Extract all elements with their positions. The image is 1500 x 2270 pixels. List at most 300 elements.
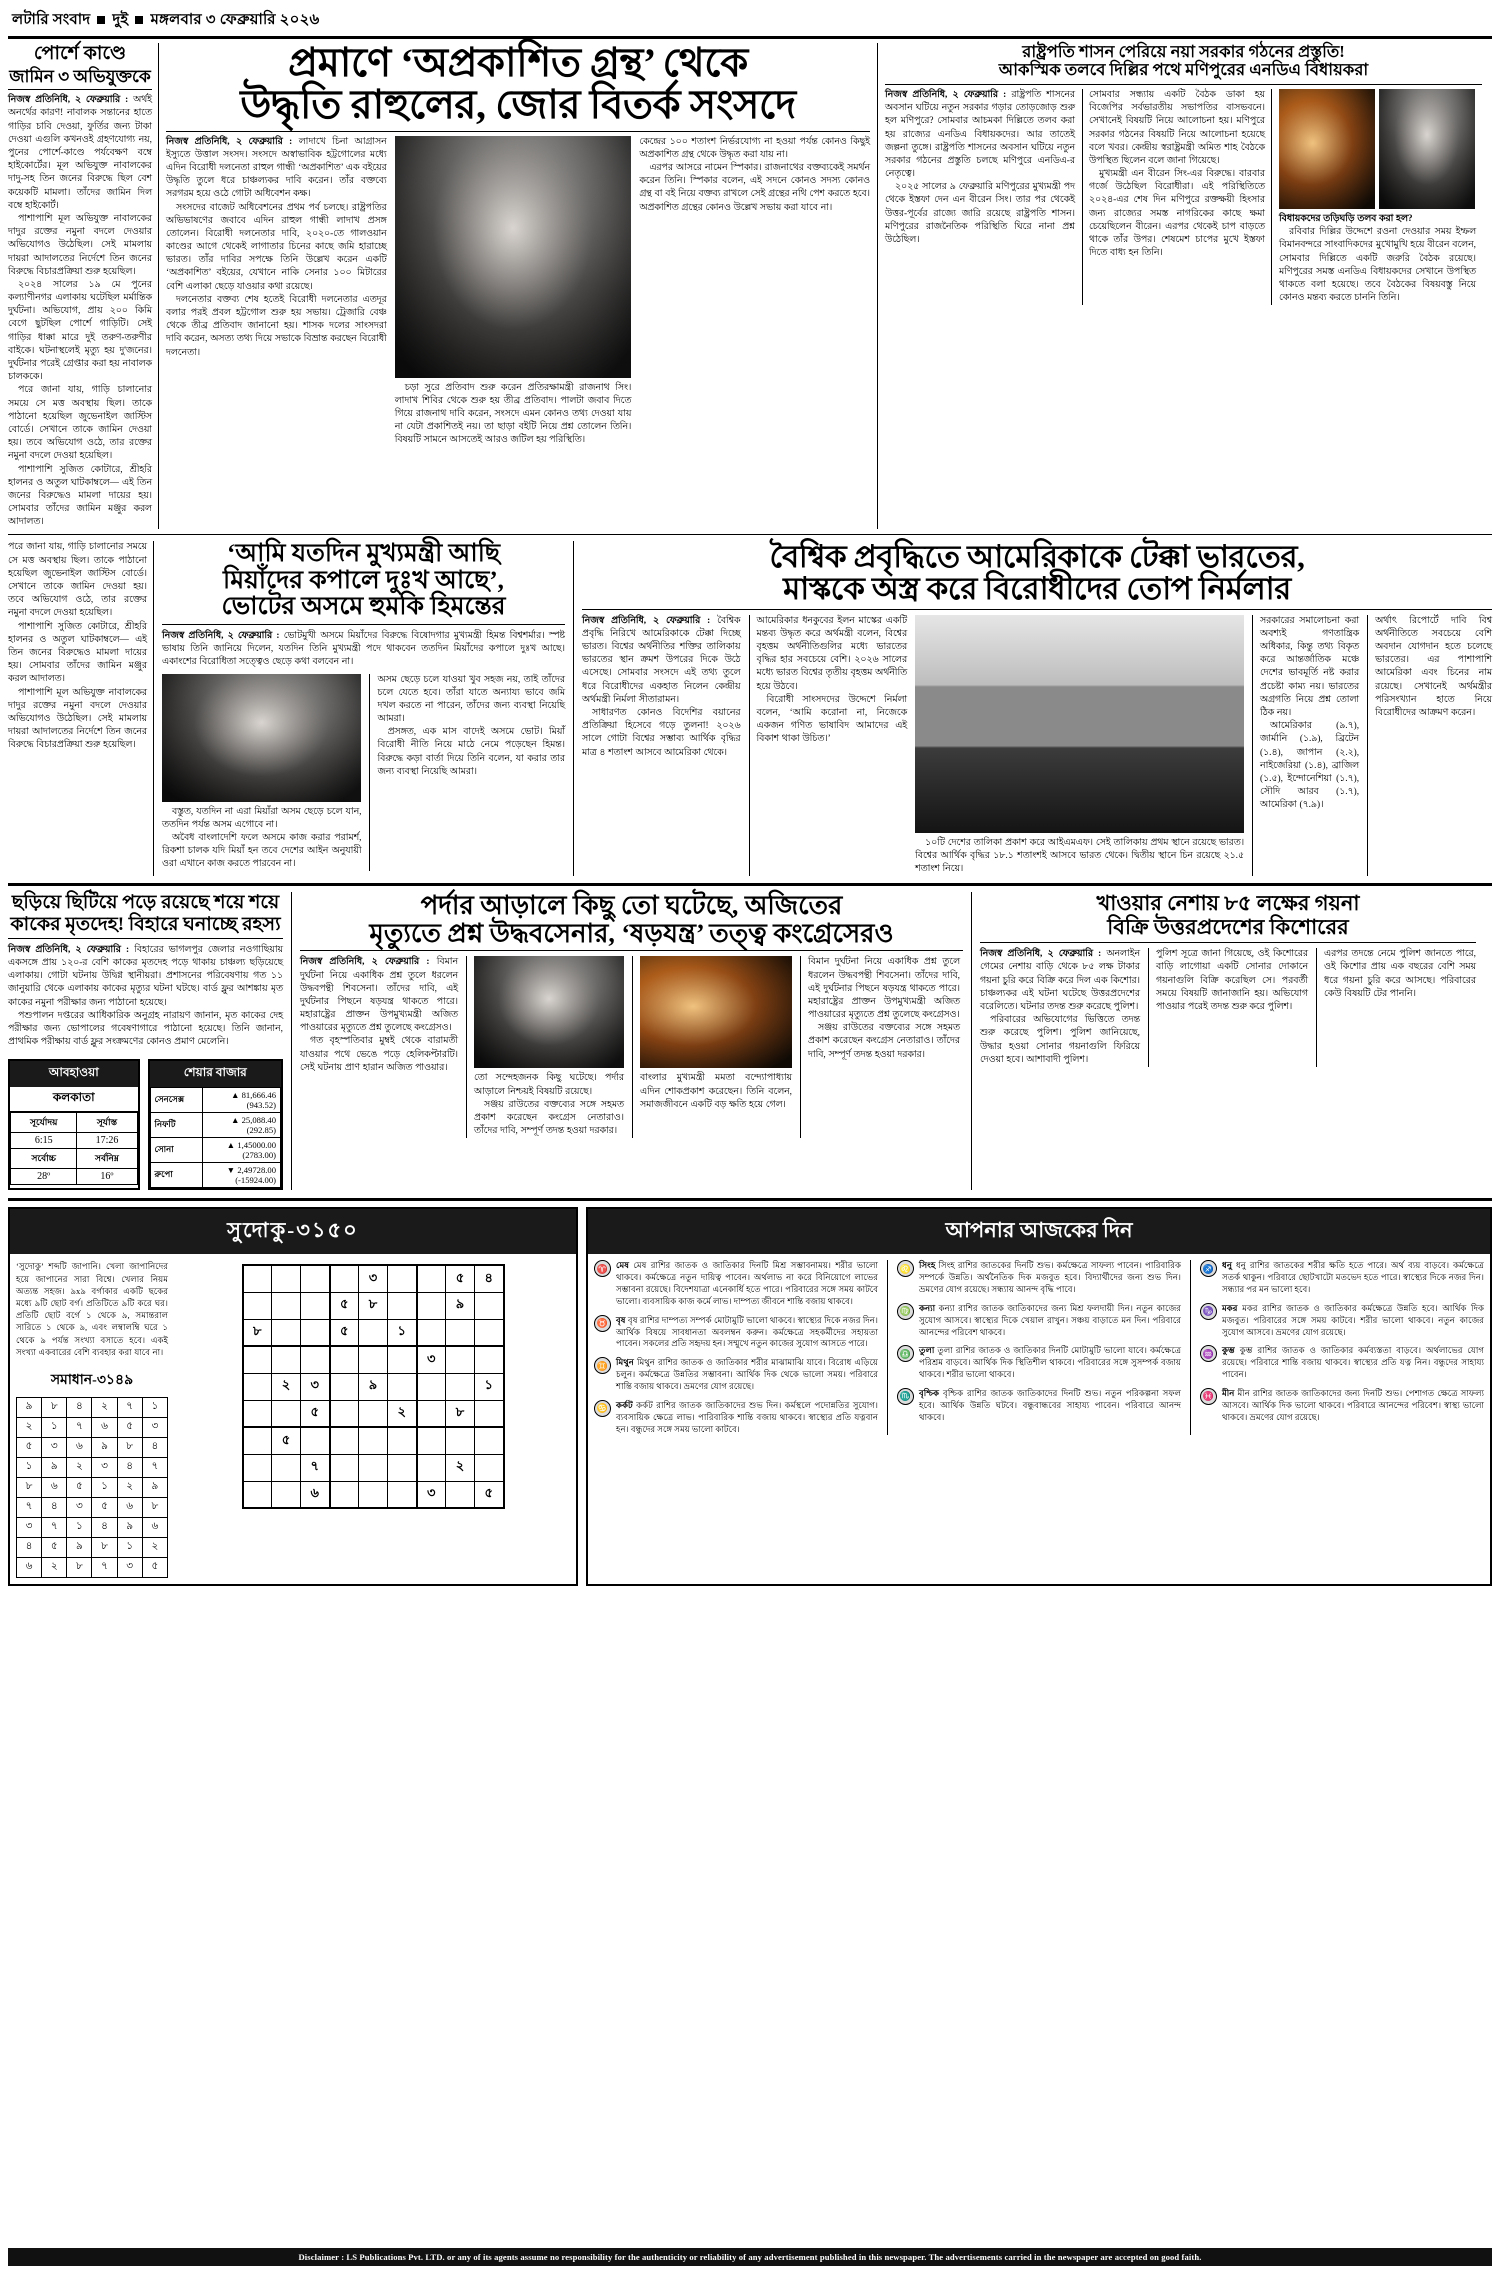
sol-cell: ৯ [17, 1397, 42, 1417]
sudoku-cell[interactable] [417, 1265, 446, 1292]
top-zone [8, 40, 1492, 529]
sudoku-cell[interactable] [417, 1400, 446, 1427]
sudoku-cell[interactable] [475, 1346, 504, 1373]
lead-para-0: লাদাখে চিনা আগ্রাসন ইস্যুতে উত্তাল সংসদ। সংসদে অস্বাভাবিক হট্টগোলের মধ্যে এদিন বিরোধী দলনেতা রাহুল গান্ধী ‘অপ্রকাশিত’ এক বইয়ের উদ্ধৃতি তুলে ধরে চাঞ্চল্যকর দাবি করেন। তাঁর বক্তব্যে সরগরম হয়ে ওঠে গোটা অধিবেশন কক্ষ। [166, 136, 387, 200]
sudoku-cell[interactable] [243, 1292, 272, 1319]
sign-name: বৃশ্চিক [919, 1388, 940, 1399]
sudoku-cell[interactable]: ৫ [475, 1481, 504, 1508]
zone-divider-2 [8, 883, 1492, 886]
sudoku-cell[interactable]: ৩ [301, 1373, 330, 1400]
sol-cell: ১ [17, 1457, 42, 1477]
assam-story [154, 541, 574, 876]
economy-para-0: বৈশ্বিক প্রবৃদ্ধি নিরিখে আমেরিকাকে টেক্কা দিচ্ছে ভারত। বিশ্বের অর্থনীতির শক্তির তালিকায় ভারতের স্থান ক্রমশ উপরের দিকে উঠে এসেছে। সোমবার সংসদে এই তথ্য তুলে ধরে বিরোধীদের একহাত নিলেন কেন্দ্রীয় অর্থমন্ত্রী নির্মলা সীতারামন। [582, 615, 741, 705]
sign-text: বৃশ্চিক রাশির জাতক জাতিকাদের দিনটি শুভ। নতুন পরিকল্পনা সফল হবে। আর্থিক উন্নতি ঘটবে। বন্ধুবান্ধবের সাহায্য পাবেন। পরিবারে আনন্দ থাকবে। [919, 1388, 1181, 1422]
arrow-up-icon: ▲ [230, 1090, 240, 1101]
table-row [17, 1397, 168, 1417]
sign-name: মকর [1222, 1302, 1238, 1313]
sudoku-puzzle-grid[interactable] [242, 1264, 505, 1509]
sol-cell: ৩ [42, 1437, 67, 1457]
taurus-icon: ♉ [594, 1315, 611, 1332]
ajit-headline-line1: পর্দার আড়ালে কিছু তো ঘটেছে, অজিতের [420, 891, 843, 921]
table-row [17, 1437, 168, 1457]
sol-cell: ৮ [92, 1537, 117, 1557]
sol-cell: ২ [117, 1477, 142, 1497]
weather-value-sunset: 17:26 [77, 1133, 137, 1149]
table-row [11, 1169, 138, 1185]
sign-name: তুলা [919, 1345, 935, 1356]
porsche-para-3: পরে জানা যায়, গাড়ি চালানোর সময়ে সে মত্ত অবস্থায় ছিল। তাকে পাঠানো হয়েছিল জুভেনাইল জাস্টিস বোর্ডে। সেখানে তাকে জামিন দেওয়া হয়। তবে অভিযোগ ওঠে, তার রক্তের নমুনা বদলে দেওয়া হয়েছিল। [8, 385, 152, 462]
sol-cell: ৪ [17, 1537, 42, 1557]
up-para-2: এরপর তদন্তে নেমে পুলিশ জানতে পারে, ওই কিশোর প্রায় এক বছরের বেশি সময় ধরে গয়না চুরি করে আসছে। পরিবারের কেউ বিষয়টি টের পাননি। [1324, 949, 1476, 999]
assam-para-1: বস্তুত, যতদিন না এরা মিয়াঁরা অসম ছেড়ে চলে যান, ততদিন পর্যন্ত অসম এগোবে না। [162, 806, 362, 830]
assam-para-0: ভোটমুখী অসমে মিয়াঁদের বিরুদ্ধে বিষোদগার মুখ্যমন্ত্রী হিমন্ত বিশ্বশর্মার। স্পষ্ট ভাষায় তিনি জানিয়ে দিলেন, যতদিন তিনি মুখ্যমন্ত্রী পদে থাকবেন ততদিন মিয়াঁদের কপালে দুঃখ আছে। একাংশের বিরোধিতা সত্ত্বেও ছেড়ে কথা বলবেন না। [162, 630, 565, 668]
sudoku-cell[interactable] [359, 1346, 388, 1373]
ajit-para-0b: বিমান দুর্ঘটনা নিয়ে একাধিক প্রশ্ন তুলে ধরলেন উদ্ধবপন্থী শিবসেনা। তাঁদের দাবি, এই দুর্ঘটনার পিছনে ষড়যন্ত্র থাকতে পারে। মহারাষ্ট্রের প্রাক্তন উপমুখ্যমন্ত্রী অজিত পাওয়ারের মৃত্যুতে প্রশ্ন তুলেছে কংগ্রেসও। [808, 957, 960, 1021]
table-row [243, 1265, 504, 1292]
sol-cell: ৭ [42, 1517, 67, 1537]
sol-cell: ৪ [42, 1497, 67, 1517]
sudoku-cell[interactable] [475, 1427, 504, 1454]
disclaimer-text: Disclaimer : LS Publications Pvt. LTD. or any of its agents assume no responsibility for the authenticity or reliability of any advertisement published in this newspaper. The advertisements carried in the newspaper are accepted on good faith. [298, 2252, 1202, 2262]
sudoku-cell[interactable] [330, 1400, 359, 1427]
up-para-0: অনলাইন গেমের নেশায় বাড়ি থেকে ৮৫ লক্ষ টাকার গয়না চুরি করে বিক্রি করে দিল এক কিশোর। চাঞ্চল্যকর এই ঘটনা ঘটেছে উত্তরপ্রদেশের বরেলিতে। ঘটনার তদন্ত শুরু করেছে পুলিশ। [980, 949, 1140, 1013]
sudoku-title: সুদোকু-৩১৫০ [10, 1209, 576, 1254]
sudoku-cell[interactable] [301, 1265, 330, 1292]
table-row [243, 1400, 504, 1427]
table-row [17, 1557, 168, 1577]
assam-para-2: অসম ছেড়ে চলে যাওয়া খুব সহজ নয়, তাই তাঁদের চলে যেতে হবে। তাঁরা যাতে অন্যায্য ভাবে জমি দখল করতে না পারেন, তাঁদের জন্য ব্যবস্থা নিয়েছি আমরা। [377, 674, 565, 725]
sol-cell: ১ [67, 1517, 92, 1537]
economy-para-5: ১০টি দেশের তালিকা প্রকাশ করে আইএমএফ। সেই তালিকায় প্রথম স্থানে রয়েছে ভারত। বিশ্বের আর্থিক বৃদ্ধির ১৮.১ শতাংশই আসবে ভারত থেকে। দ্বিতীয় স্থানে চিন রয়েছে ২১.৫ শতাংশ নিয়ে। [915, 837, 1245, 875]
sol-cell: ৩ [117, 1557, 142, 1577]
up-byline: নিজস্ব প্রতিনিধি, ২ ফেব্রুয়ারি : [980, 949, 1102, 960]
sign-text: কর্কট রাশির জাতক জাতিকাদের শুভ দিন। কর্মস্থলে পদোন্নতির সুযোগ। ব্যবসায়িক ক্ষেত্রে লাভ। পারিবারিক শান্তি বজায় থাকবে। স্বাস্থ্যের প্রতি যত্নবান হন। বন্ধুদের সঙ্গে সময় ভালো কাটবে। [616, 1399, 878, 1434]
sudoku-cell[interactable] [243, 1373, 272, 1400]
sudoku-cell[interactable] [388, 1454, 417, 1481]
table-row [243, 1427, 504, 1454]
sol-cell: ৭ [117, 1397, 142, 1417]
economy-para-7: অর্থাৎ রিপোর্টে দাবি বিশ্ব অর্থনীতিতে সবচেয়ে বেশি অবদান যোগদান হতে চলেছে ভারতের। এর পাশাপাশি আমেরিকা এবং চিনের নাম রয়েছে। সেখানেই অর্থমন্ত্রীর পরিসংখ্যান হাতে নিয়ে বিরোধীদের আক্রমণ করেন। [1375, 615, 1493, 719]
sudoku-cell[interactable]: ২ [272, 1373, 301, 1400]
sol-cell: ৬ [92, 1417, 117, 1437]
sol-cell: ৯ [42, 1457, 67, 1477]
market-table [150, 1087, 282, 1188]
sudoku-cell[interactable] [243, 1481, 272, 1508]
assam-byline: নিজস্ব প্রতিনিধি, ২ ফেব্রুয়ারি : [162, 630, 280, 641]
sol-cell: ৬ [17, 1557, 42, 1577]
sol-cell: ২ [17, 1417, 42, 1437]
up-para-3: পরিবারের অভিযোগের ভিত্তিতে তদন্ত শুরু করেছে পুলিশ। পুলিশ জানিয়েছে, উদ্ধার হওয়া সোনার গয়নাগুলি ফিরিয়ে দেওয়া হবে। আশাবাদী পুলিশ। [980, 1015, 1140, 1065]
sign-name: মেষ [616, 1260, 629, 1271]
weather-table [10, 1112, 138, 1185]
ajit-para-2: সঞ্জয় রাউতের বক্তব্যের সঙ্গে সহমত প্রকাশ করেছেন কংগ্রেস নেতারাও। তাঁদের দাবি, সম্পূর্ণ তদন্ত হওয়া দরকার। [474, 1099, 624, 1137]
table-row [17, 1497, 168, 1517]
sign-text: মকর রাশির জাতক ও জাতিকার কর্মক্ষেত্রে উন্নতি হবে। আর্থিক দিক মজবুত। পরিবারের সঙ্গে সময় কাটবে। শরীর ভালো থাকবে। নতুন কাজের সুযোগ আসবে। ভ্রমণের যোগ রয়েছে। [1222, 1302, 1484, 1337]
sudoku-cell[interactable] [272, 1265, 301, 1292]
up-para-1: পুলিশ সূত্রে জানা গিয়েছে, ওই কিশোরের বাড়ি লাগোয়া একটি সোনার দোকানে গয়নাগুলি বিক্রি করেছিল সে। পরবর্তী সময়ে বিষয়টি জানাজানি হয়। অভিযোগ পাওয়ার পরেই তদন্ত শুরু করে পুলিশ। [1156, 949, 1308, 1013]
aquarius-icon: ♒ [1200, 1345, 1217, 1362]
sudoku-cell[interactable] [301, 1319, 330, 1346]
market-name-gold: সোনা [150, 1138, 202, 1163]
sol-cell: ১ [42, 1417, 67, 1437]
sudoku-cell[interactable] [301, 1427, 330, 1454]
third-zone [8, 892, 1492, 1190]
arrow-up-icon: ▲ [226, 1140, 236, 1151]
sudoku-cell[interactable] [330, 1265, 359, 1292]
sol-cell: ৪ [142, 1437, 167, 1457]
horoscope-item [1200, 1345, 1484, 1381]
sudoku-cell[interactable]: ৪ [475, 1265, 504, 1292]
sudoku-cell[interactable]: ৭ [301, 1454, 330, 1481]
sagittarius-icon: ♐ [1200, 1260, 1217, 1277]
horoscope-box [586, 1207, 1492, 1586]
table-row [150, 1113, 281, 1138]
ajit-pawar-photo [474, 956, 624, 1068]
virgo-icon: ♍ [897, 1303, 914, 1320]
sudoku-cell[interactable] [417, 1454, 446, 1481]
sudoku-cell[interactable]: ৫ [446, 1265, 475, 1292]
manipur-headline-line2: আকস্মিক তলবে দিল্লির পথে মণিপুরের এনডিএ বিধায়করা [998, 60, 1369, 80]
porsche-para-2: ২০২৪ সালের ১৯ মে পুনের কল্যাণীনগর এলাকায় ঘটেছিল মর্মান্তিক দুর্ঘটনা। অভিযোগ, প্রায় ২০০ কিমি বেগে ছুটছিল পোর্শে গাড়িটি। সেই গাড়ির ধাক্কা মারে দুই তরুণ-তরুণীর বাইকে। ঘটনাস্থলেই মৃত্যু হয় দু'জনের। দুর্ঘটনার পরেই গ্রেপ্তার করা হয় নাবালক চালককে। [8, 279, 152, 383]
sol-cell: ৮ [142, 1497, 167, 1517]
horoscope-item [594, 1357, 878, 1393]
sudoku-cell[interactable]: ২ [388, 1400, 417, 1427]
sudoku-cell[interactable] [272, 1454, 301, 1481]
sudoku-cell[interactable]: ২ [446, 1454, 475, 1481]
sudoku-cell[interactable]: ৫ [272, 1427, 301, 1454]
bihar-para-0: বিহারের ভাগলপুর জেলার নওগাছিয়ায় একসঙ্গে প্রায় ১২০-র বেশি কাকের মৃতদেহ পড়ে থাকায় চাঞ্চল্য ছড়িয়েছে এলাকায়। গোটা ঘটনায় উদ্বিগ্ন স্থানীয়রা। প্রশাসনের পরিবেষণায় গত ১১ জানুয়ারি থেকে এলাকায় কাকের মৃত্যুর ঘটনা ঘটছে। বার্ড ফ্লুর আশঙ্কায় মৃত কাকের নমুনা পরীক্ষার জন্য পাঠানো হয়েছে। [8, 944, 283, 1008]
sudoku-cell[interactable] [388, 1346, 417, 1373]
aries-icon: ♈ [594, 1260, 611, 1277]
sudoku-box [8, 1207, 578, 1586]
leo-icon: ♌ [897, 1260, 914, 1277]
horoscope-item [594, 1260, 878, 1307]
horoscope-item [1200, 1260, 1484, 1296]
gemini-icon: ♊ [594, 1357, 611, 1374]
sol-cell: ৫ [42, 1537, 67, 1557]
libra-icon: ♎ [897, 1345, 914, 1362]
square-separator-icon [135, 16, 143, 24]
bihar-para-1: পশুপালন দপ্তরের আধিকারিক অনুগ্রহ নারায়ণ জানান, মৃত কাকের দেহ পরীক্ষার জন্য ভোপালের গবেষণাগারে পাঠানো হয়েছে। তিনি জানান, প্রাথমিক পরীক্ষায় বার্ড ফ্লুর সংক্রমণের কোনও প্রমাণ মেলেনি। [8, 1010, 283, 1048]
table-row [150, 1088, 281, 1113]
sol-cell: ৯ [117, 1517, 142, 1537]
sudoku-cell[interactable] [272, 1292, 301, 1319]
sol-cell: ৫ [17, 1437, 42, 1457]
sudoku-cell[interactable] [446, 1373, 475, 1400]
market-name-nifty: নিফটি [150, 1113, 202, 1138]
sol-cell: ৮ [67, 1557, 92, 1577]
economy-para-6: আমেরিকার (৯.৭), জার্মানি (১.৯), ব্রিটেন (১.৪), জাপান (২.২), নাইজেরিয়া (১.৪), ব্রাজিল (১.৫), ইন্দোনেশিয়া (১.৭), সৌদি আরব (১.৭), আমেরিকা (৭.৯)। [1260, 721, 1360, 811]
manipur-headline-line1: রাষ্ট্রপতি শাসন পেরিয়ে নয়া সরকার গঠনের প্রস্তুতি! [1022, 42, 1345, 61]
sign-name: কন্যা [919, 1302, 936, 1313]
sol-cell: ৮ [17, 1477, 42, 1497]
sign-name: মীন [1222, 1388, 1235, 1399]
market-value-silver: 2,49728.00 [237, 1165, 276, 1176]
sudoku-cell[interactable] [388, 1373, 417, 1400]
weather-box [8, 1059, 140, 1190]
sudoku-cell[interactable] [272, 1319, 301, 1346]
sudoku-cell[interactable] [417, 1427, 446, 1454]
sol-cell: ৫ [92, 1497, 117, 1517]
ajit-para-3: বাংলার মুখ্যমন্ত্রী মমতা বন্দ্যোপাধ্যায় এদিন শোকপ্রকাশ করেছেন। তিনি বলেন, সমাজজীবনে একটি বড় ক্ষতি হয়ে গেল। [640, 1073, 792, 1110]
table-row [243, 1346, 504, 1373]
sign-name: ধনু [1222, 1260, 1232, 1271]
sudoku-cell[interactable] [243, 1427, 272, 1454]
sudoku-cell[interactable] [272, 1400, 301, 1427]
sudoku-cell[interactable] [417, 1373, 446, 1400]
sudoku-cell[interactable]: ৫ [301, 1400, 330, 1427]
ajit-para-1: তো সন্দেহজনক কিছু ঘটেছে। পর্দার আড়ালে নিশ্চয়ই বিষয়টি রয়েছে। [474, 1073, 624, 1097]
sudoku-cell[interactable] [243, 1454, 272, 1481]
horoscope-item [1200, 1388, 1484, 1424]
sudoku-cell[interactable] [243, 1346, 272, 1373]
sign-text: মীন রাশির জাতক জাতিকাদের জন্য দিনটি শুভ। পেশাগত ক্ষেত্রে সাফল্য আসবে। আর্থিক দিক ভালো থাকবে। পরিবারে আনন্দের পরিবেশ। স্বাস্থ্য ভালো থাকবে। ভ্রমণের যোগ রয়েছে। [1222, 1388, 1484, 1422]
table-row [17, 1517, 168, 1537]
sudoku-cell[interactable] [388, 1427, 417, 1454]
capricorn-icon: ♑ [1200, 1303, 1217, 1320]
sudoku-cell[interactable] [301, 1292, 330, 1319]
porsche-cont-1: পাশাপাশি সুজিত কোটারে, শ্রীহরি হালনর ও অতুল ঘাটকাম্বলে— এই তিন জনের বিরুদ্ধেও মামলা দায়ের হয়। সোমবার তাঁদের জামিন মঞ্জুর করল আদালত। [8, 621, 147, 685]
masthead-rule [8, 36, 1492, 39]
scorpio-icon: ♏ [897, 1388, 914, 1405]
sol-cell: ৪ [67, 1397, 92, 1417]
sign-text: তুলা রাশির জাতক ও জাতিকার দিনটি মোটামুটি ভালো যাবে। কর্মক্ষেত্রে পরিশ্রম বাড়বে। আর্থিক দিক স্থিতিশীল থাকবে। পরিবারের সঙ্গে সুসম্পর্ক বজায় থাকবে। শরীর ভালো থাকবে। [919, 1345, 1182, 1380]
economy-story [574, 541, 1492, 876]
sign-text: মেষ রাশির জাতক ও জাতিকার দিনটি মিশ্র সম্ভাবনাময়। শরীর ভালো থাকবে। কর্মক্ষেত্রে নতুন দায়িত্ব পাবেন। অর্থলাভ না করে বিনিয়োগে লাভের সম্ভাবনা রয়েছে। বিদেশযাত্রা এনেকার্ধি হতে পারে। পরিবারের সঙ্গে সময় কাটবে ভালো। ব্যবসায়িক কাজ কর্মে লাভ। দাম্পত্য জীবনে শান্তি বজায় থাকবে। [616, 1260, 878, 1306]
economy-headline-line1: বৈশ্বিক প্রবৃদ্ধিতে আমেরিকাকে টেক্কা ভারতের, [769, 539, 1305, 575]
sudoku-cell[interactable] [243, 1400, 272, 1427]
table-row [17, 1457, 168, 1477]
porsche-headline-line1: পোর্শে কাণ্ডে [33, 43, 127, 64]
sign-text: সিংহ রাশির জাতকের দিনটি শুভ। কর্মক্ষেত্রে সাফল্য পাবেন। পারিবারিক সম্পর্কে উন্নতি। অর্থনৈতিক দিক মজবুত হবে। বিদ্যার্থীদের জন্য শুভ দিন। ভ্রমণের যোগ রয়েছে। সন্ধ্যায় আনন্দ বৃদ্ধি পাবে। [919, 1260, 1181, 1295]
sign-text: মিথুন রাশির জাতক ও জাতিকার শরীর মাঝামাঝি যাবে। বিরোধ এড়িয়ে চলুন। কর্মক্ষেত্রে উন্নতির সম্ভাবনা। আর্থিক দিক থেকে ভালো সময়। পরিবারে শান্তি বজায় থাকবে। ভ্রমণের যোগ রয়েছে। [616, 1357, 878, 1392]
sol-cell: ৭ [17, 1497, 42, 1517]
sudoku-cell[interactable]: ৫ [330, 1319, 359, 1346]
sudoku-cell[interactable] [330, 1454, 359, 1481]
bottom-zone [8, 1207, 1492, 1586]
lead-para-2: দলনেতার বক্তব্য শেষ হতেই বিরোধী দলনেতার এতদূর বলার পরই প্রবল হট্টগোল শুরু হয় সভায়। ট্রেজারি বেঞ্চ থেকে তীব্র প্রতিবাদ জানানো হয়। শাসক দলের সাংসদরা দাবি করেন, অসত্য তথ্য দিয়ে সভাকে বিভ্রান্ত করছেন বিরোধী দলনেতা। [166, 294, 387, 358]
weather-label-max: সর্বোচ্চ [11, 1149, 77, 1169]
market-change-gold: (2783.00) [242, 1150, 276, 1161]
sol-cell: ২ [142, 1537, 167, 1557]
up-headline-line2: বিক্রি উত্তরপ্রদেশের কিশোরের [980, 916, 1476, 944]
table-row [243, 1373, 504, 1400]
market-name-silver: রুপো [150, 1163, 202, 1188]
sudoku-cell[interactable]: ১ [475, 1373, 504, 1400]
economy-byline: নিজস্ব প্রতিনিধি, ২ ফেব্রুয়ারি : [582, 615, 711, 626]
publication-name: লটারি সংবাদ [12, 12, 91, 28]
sign-name: কর্কট [616, 1399, 633, 1410]
market-change-sensex: (943.52) [246, 1100, 276, 1111]
sudoku-cell[interactable] [330, 1346, 359, 1373]
assam-para-3: অবৈধ বাংলাদেশি ফলে অসমে কাজ করার পরামর্শ, রিকশা চালক যদি মিয়াঁ হন তবে দেশের আইন অনুযায়ী ওরা এখানে কাজ করতে পারবেন না। [162, 832, 362, 870]
sudoku-cell[interactable]: ৯ [446, 1292, 475, 1319]
weather-label-min: সর্বনিম্ন [77, 1149, 137, 1169]
up-story [972, 892, 1476, 1190]
sudoku-cell[interactable]: ১ [388, 1319, 417, 1346]
sudoku-cell[interactable]: ৩ [359, 1265, 388, 1292]
sol-cell: ৯ [92, 1437, 117, 1457]
sudoku-cell[interactable] [475, 1454, 504, 1481]
porsche-headline-line2: জামিন ৩ অভিযুক্তকে [8, 67, 152, 90]
weather-city: কলকাতা [10, 1087, 138, 1112]
sign-text: ধনু রাশির জাতকের শরীর ক্ষতি হতে পারে। অর্থ ব্যয় বাড়বে। কর্মক্ষেত্রে সতর্ক থাকুন। পরিবারে ছোটখাটো মতভেদ হতে পারে। স্বাস্থ্যের দিকে নজর দিন। সন্ধ্যার পর মন ভালো হবে। [1222, 1260, 1484, 1295]
arrow-down-icon: ▼ [226, 1165, 236, 1176]
horoscope-item [897, 1345, 1181, 1381]
crash-site-photo [640, 956, 792, 1068]
sudoku-cell[interactable] [359, 1454, 388, 1481]
sudoku-cell[interactable]: ৯ [359, 1373, 388, 1400]
ajit-para-0: বিমান দুর্ঘটনা নিয়ে একাধিক প্রশ্ন তুলে ধরলেন উদ্ধবপন্থী শিবসেনা। তাঁদের দাবি, এই দুর্ঘটনার পিছনে ষড়যন্ত্র থাকতে পারে। মহারাষ্ট্রের প্রাক্তন উপমুখ্যমন্ত্রী অজিত পাওয়ারের মৃত্যুতে প্রশ্ন তুলেছে কংগ্রেসও। [300, 957, 458, 1034]
sign-text: কুম্ভ রাশির জাতক ও জাতিকার কর্মব্যস্ততা বাড়বে। অর্থলাভের যোগ রয়েছে। পরিবারে শান্তি বজায় থাকবে। স্বাস্থ্যের প্রতি যত্ন নিন। বন্ধুদের সাহায্য পাবেন। [1222, 1345, 1484, 1380]
sudoku-cell[interactable] [446, 1481, 475, 1508]
ajit-para-4: গত বৃহস্পতিবার মুম্বই থেকে বারামতী যাওয়ার পথে ভেঙে পড়ে হেলিকপ্টারটি। সেই ঘটনায় প্রাণ হারান অজিত পাওয়ার। [300, 1036, 458, 1073]
lead-para-3: চড়া সুরে প্রতিবাদ শুরু করেন প্রতিরক্ষামন্ত্রী রাজনাথ সিং। লাদাখ শিবির থেকে শুরু হয় তীব্র প্রতিবাদ। পালটা জবাব দিতে গিয়ে রাজনাথ দাবি করেন, সংসদে এমন কোনও তথ্য দেওয়া যায় না যেটা প্রকাশিতই নয়। তা ছাড়া বইটি নিয়ে প্রশ্ন তোলেন তিনি। বিষয়টি সামনে আসতেই আরও জটিল হয় পরিস্থিতি। [394, 382, 632, 446]
sol-cell: ২ [42, 1557, 67, 1577]
disclaimer-bar [8, 2248, 1492, 2266]
sudoku-cell[interactable] [446, 1319, 475, 1346]
sol-cell: ২ [92, 1397, 117, 1417]
manipur-para-1: সোমবার সন্ধ্যায় একটি বৈঠক ডাকা হয় বিজেপির সর্বভারতীয় সভাপতির বাসভবনে। সেখানেই বিষয়টি নিয়ে আলোচনা হয়। মণিপুরে সরকার গঠনের বিষয়টি নিয়ে আলোচনা হয়েছে বলে খবর। কেন্দ্রীয় স্বরাষ্ট্রমন্ত্রী অমিত শাহ বৈঠকে উপস্থিত ছিলেন বলে জানা গিয়েছে। [1089, 89, 1265, 166]
page-number-label: দুই [112, 12, 129, 28]
pisces-icon: ♓ [1200, 1388, 1217, 1405]
square-separator-icon [97, 16, 105, 24]
lead-headline-line1: প্রমাণে ‘অপ্রকাশিত গ্রন্থ’ থেকে [288, 40, 748, 85]
assam-headline-line3: ভোটের অসমে হুমকি হিমন্তের [162, 594, 565, 625]
biren-singh-photo [1379, 89, 1475, 209]
sudoku-cell[interactable] [330, 1481, 359, 1508]
sudoku-cell[interactable] [272, 1346, 301, 1373]
assam-headline-line1: ‘আমি যতদিন মুখ্যমন্ত্রী আছি [226, 540, 501, 568]
horoscope-title: আপনার আজকের দিন [588, 1209, 1490, 1254]
weather-title: আবহাওয়া [10, 1061, 138, 1087]
weather-value-min: 16º [77, 1169, 137, 1185]
sudoku-cell[interactable] [359, 1481, 388, 1508]
sol-cell: ৫ [67, 1477, 92, 1497]
sol-cell: ৮ [42, 1397, 67, 1417]
economy-para-2: বিরোধী সাংসদদের উদ্দেশে নির্মলা বলেন, ‘আমি করোনা না, নিজেকে একজন গণিত ভাষাবিদ আমাদের এই বিকাশ থাকা উচিত।’ [756, 694, 908, 745]
sign-text: বৃষ রাশির দাম্পত্য সম্পর্ক মোটামুটি ভালো থাকবে। স্বাস্থ্যের দিকে নজর দিন। আর্থিক বিষয়ে সাবধানতা অবলম্বন করুন। কর্মক্ষেত্রে সহকর্মীদের সহায়তা পাবেন। সকলের প্রতি সহৃদয় হন। সম্মুখে নতুন কাজের সুযোগ আসতে পারে। [616, 1314, 878, 1349]
manipur-para-3: মুখ্যমন্ত্রী এন বীরেন সিং-এর বিরুদ্ধে। বারবার গর্জে উঠেছিল বিরোধীরা। এই পরিস্থিতিতে ২০২৪-এর শেষ দিন মণিপুরে রক্তক্ষয়ী হিংসার জন্য রাজ্যের সমস্ত নাগরিকের কাছে ক্ষমা চেয়েছিলেন বীরেন। এরপর থেকেই চাপ বাড়তে থাকে তাঁর উপর। শেষমেশ চাপের মুখে ইস্তফা দিতে বাধ্য হন তিনি। [1089, 169, 1265, 259]
weather-value-max: 28º [11, 1169, 77, 1185]
manipur-byline: নিজস্ব প্রতিনিধি, ২ ফেব্রুয়ারি : [885, 89, 1007, 100]
lead-para-5: এরপর আসরে নামেন স্পিকার। রাজনাথের বক্তব্যকেই সমর্থন করেন তিনি। স্পিকার বলেন, এই সদনে কোনও সদস্য কোনও গ্রন্থ বা বই নিয়ে বক্তব্য রাখলে সেই গ্রন্থের নথি পেশ করতে হবে। অপ্রকাশিত গ্রন্থের কোনও উল্লেখ সভায় করা যাবে না। [639, 162, 870, 213]
sudoku-cell[interactable]: ৩ [417, 1481, 446, 1508]
economy-para-4: সাধারণত কোনও বিদেশির বয়ানের প্রতিক্রিয়া হিসেবে গড়ে তুলনা! ২০২৬ সালে গোটা বিশ্বের সম্ভাব্য আর্থিক বৃদ্ধির মাত্র ৪ শতাংশ আসবে আমেরিকা থেকে। [582, 708, 741, 758]
sudoku-cell[interactable] [330, 1427, 359, 1454]
economy-para-1: আমেরিকার ধনকুবের ইলন মাস্কের একটি মন্তব্য উদ্ধৃত করে অর্থমন্ত্রী বলেন, বিশ্বের বৃহত্তম অর্থনীতিগুলির মধ্যে ভারতের বৃদ্ধির হার সবচেয়ে বেশি। ২০২৬ সালের মধ্যে ভারত বিশ্বের তৃতীয় বৃহত্তম অর্থনীতি হয়ে উঠবে। [756, 615, 908, 692]
sol-cell: ৭ [92, 1557, 117, 1577]
sol-cell: ৫ [142, 1557, 167, 1577]
bihar-headline-line2: কাকের মৃতদেহ! বিহারে ঘনাচ্ছে রহস্য [8, 914, 283, 939]
horoscope-item [897, 1388, 1181, 1424]
zone-divider-3 [8, 1198, 1492, 1201]
lead-byline: নিজস্ব প্রতিনিধি, ২ ফেব্রুয়ারি : [166, 136, 293, 147]
sudoku-cell[interactable] [359, 1400, 388, 1427]
sudoku-cell[interactable] [388, 1481, 417, 1508]
sol-cell: ৭ [67, 1417, 92, 1437]
sudoku-cell[interactable] [388, 1292, 417, 1319]
sudoku-cell[interactable] [446, 1346, 475, 1373]
sol-cell: ৭ [142, 1457, 167, 1477]
sign-text: কন্যা রাশির জাতক জাতিকাদের জন্য মিশ্র ফলদায়ী দিন। নতুন কাজের সুযোগ আসবে। স্বাস্থ্যের দিকে খেয়াল রাখুন। সঞ্চয় বাড়াতে মন দিন। পরিবারে আনন্দের পরিবেশ থাকবে। [919, 1302, 1181, 1337]
sol-cell: ৪ [92, 1517, 117, 1537]
sol-cell: ৮ [117, 1437, 142, 1457]
manipur-fire-photo [1279, 89, 1375, 209]
ajit-story [292, 892, 972, 1190]
sol-cell: ১ [142, 1397, 167, 1417]
bihar-story [8, 892, 292, 1190]
sudoku-cell[interactable] [446, 1427, 475, 1454]
sudoku-cell[interactable] [388, 1265, 417, 1292]
sudoku-solution-grid [16, 1397, 168, 1578]
market-box [148, 1059, 284, 1190]
sudoku-cell[interactable] [359, 1427, 388, 1454]
sudoku-cell[interactable] [301, 1346, 330, 1373]
lead-story [158, 40, 878, 529]
market-change-silver: (-15924.00) [235, 1175, 276, 1186]
assam-headline-line2: মিয়াঁদের কপালে দুঃখ আছে’, [223, 566, 504, 594]
sudoku-cell[interactable] [417, 1319, 446, 1346]
porsche-story [8, 43, 158, 529]
ajit-para-2b: সঞ্জয় রাউতের বক্তব্যের সঙ্গে সহমত প্রকাশ করেছেন কংগ্রেস নেতারাও। তাঁদের দাবি, সম্পূর্ণ তদন্ত হওয়া দরকার। [808, 1023, 960, 1060]
sudoku-cell[interactable] [417, 1292, 446, 1319]
sudoku-cell[interactable] [330, 1373, 359, 1400]
table-row [243, 1319, 504, 1346]
sudoku-cell[interactable]: ৫ [330, 1292, 359, 1319]
sol-cell: ৯ [142, 1477, 167, 1497]
date-line: মঙ্গলবার ৩ ফেব্রুয়ারি ২০২৬ [150, 12, 320, 28]
sign-name: মিথুন [616, 1357, 634, 1368]
sudoku-cell[interactable]: ৩ [417, 1346, 446, 1373]
sudoku-cell[interactable] [359, 1319, 388, 1346]
table-row [17, 1417, 168, 1437]
sudoku-cell[interactable]: ৮ [446, 1400, 475, 1427]
table-row [243, 1292, 504, 1319]
arrow-up-icon: ▲ [230, 1115, 240, 1126]
manipur-story [878, 43, 1482, 529]
left-continuation [8, 541, 154, 876]
zone-divider-1 [8, 534, 1492, 535]
masthead [8, 6, 1492, 36]
lead-headline-line2: উদ্ধৃতি রাহুলের, জোর বিতর্ক সংসদে [240, 81, 796, 127]
manipur-para-2: ২০২৫ সালের ৯ ফেব্রুয়ারি মণিপুরের মুখ্যমন্ত্রী পদ থেকে ইস্তফা দেন এন বীরেন সিং। তার পর থেকেই উত্তর-পূর্বের রাজ্যে জারি রয়েছে রাষ্ট্রপতি শাসন। মণিপুরের রাজনৈতিক পরিস্থিতি ঘিরে নানা প্রশ্ন উঠেছিল। [885, 182, 1075, 245]
sudoku-cell[interactable]: ৮ [359, 1292, 388, 1319]
weather-value-sunrise: 6:15 [11, 1133, 77, 1149]
sol-cell: ৬ [117, 1497, 142, 1517]
sudoku-cell[interactable] [272, 1481, 301, 1508]
sudoku-cell[interactable]: ৬ [301, 1481, 330, 1508]
sol-cell: ১ [92, 1477, 117, 1497]
nirmala-musk-photo [915, 615, 1244, 833]
assam-para-4: প্রসঙ্গত, এক মাস বাদেই অসমে ভোট। মিয়াঁ বিরোধী নীতি নিয়ে মাঠে নেমে পড়েছেন হিমন্ত। বিরুদ্ধে কড়া বার্তা দিয়ে তিনি বলেন, যা করার তার জন্য ব্যবস্থা নিয়েছি আমরা। [377, 727, 565, 777]
market-value-gold: 1,45000.00 [237, 1140, 276, 1151]
economy-headline-line2: মাস্ককে অস্ত্র করে বিরোধীদের তোপ নির্মলার [582, 573, 1492, 610]
sudoku-cell[interactable]: ৮ [243, 1319, 272, 1346]
ajit-headline-line2: মৃত্যুতে প্রশ্ন উদ্ধবসেনার, ‘ষড়যন্ত্র’ তত্ত্ব কংগ্রেসেরও [300, 920, 963, 952]
sudoku-cell[interactable] [475, 1292, 504, 1319]
weather-label-sunset: সূর্যাস্ত [77, 1113, 137, 1133]
porsche-cont-2: পাশাপাশি মূল অভিযুক্ত নাবালকের দাদুর রক্তের নমুনা বদলে দেওয়ার অভিযোগও উঠেছিল। সেই মামলায় দায়রা আদালতের নির্দেশে তিন জনের বিরুদ্ধে বিচারপ্রক্রিয়া শুরু হয়েছিল। [8, 687, 147, 751]
sudoku-cell[interactable] [475, 1400, 504, 1427]
himanta-biswa-photo [162, 674, 361, 802]
sol-cell: ৪ [117, 1457, 142, 1477]
market-name-sensex: সেনসেক্স [150, 1088, 202, 1113]
sudoku-cell[interactable] [475, 1319, 504, 1346]
sudoku-cell[interactable] [243, 1265, 272, 1292]
sign-name: বৃষ [616, 1314, 626, 1325]
sol-cell: ২ [67, 1457, 92, 1477]
